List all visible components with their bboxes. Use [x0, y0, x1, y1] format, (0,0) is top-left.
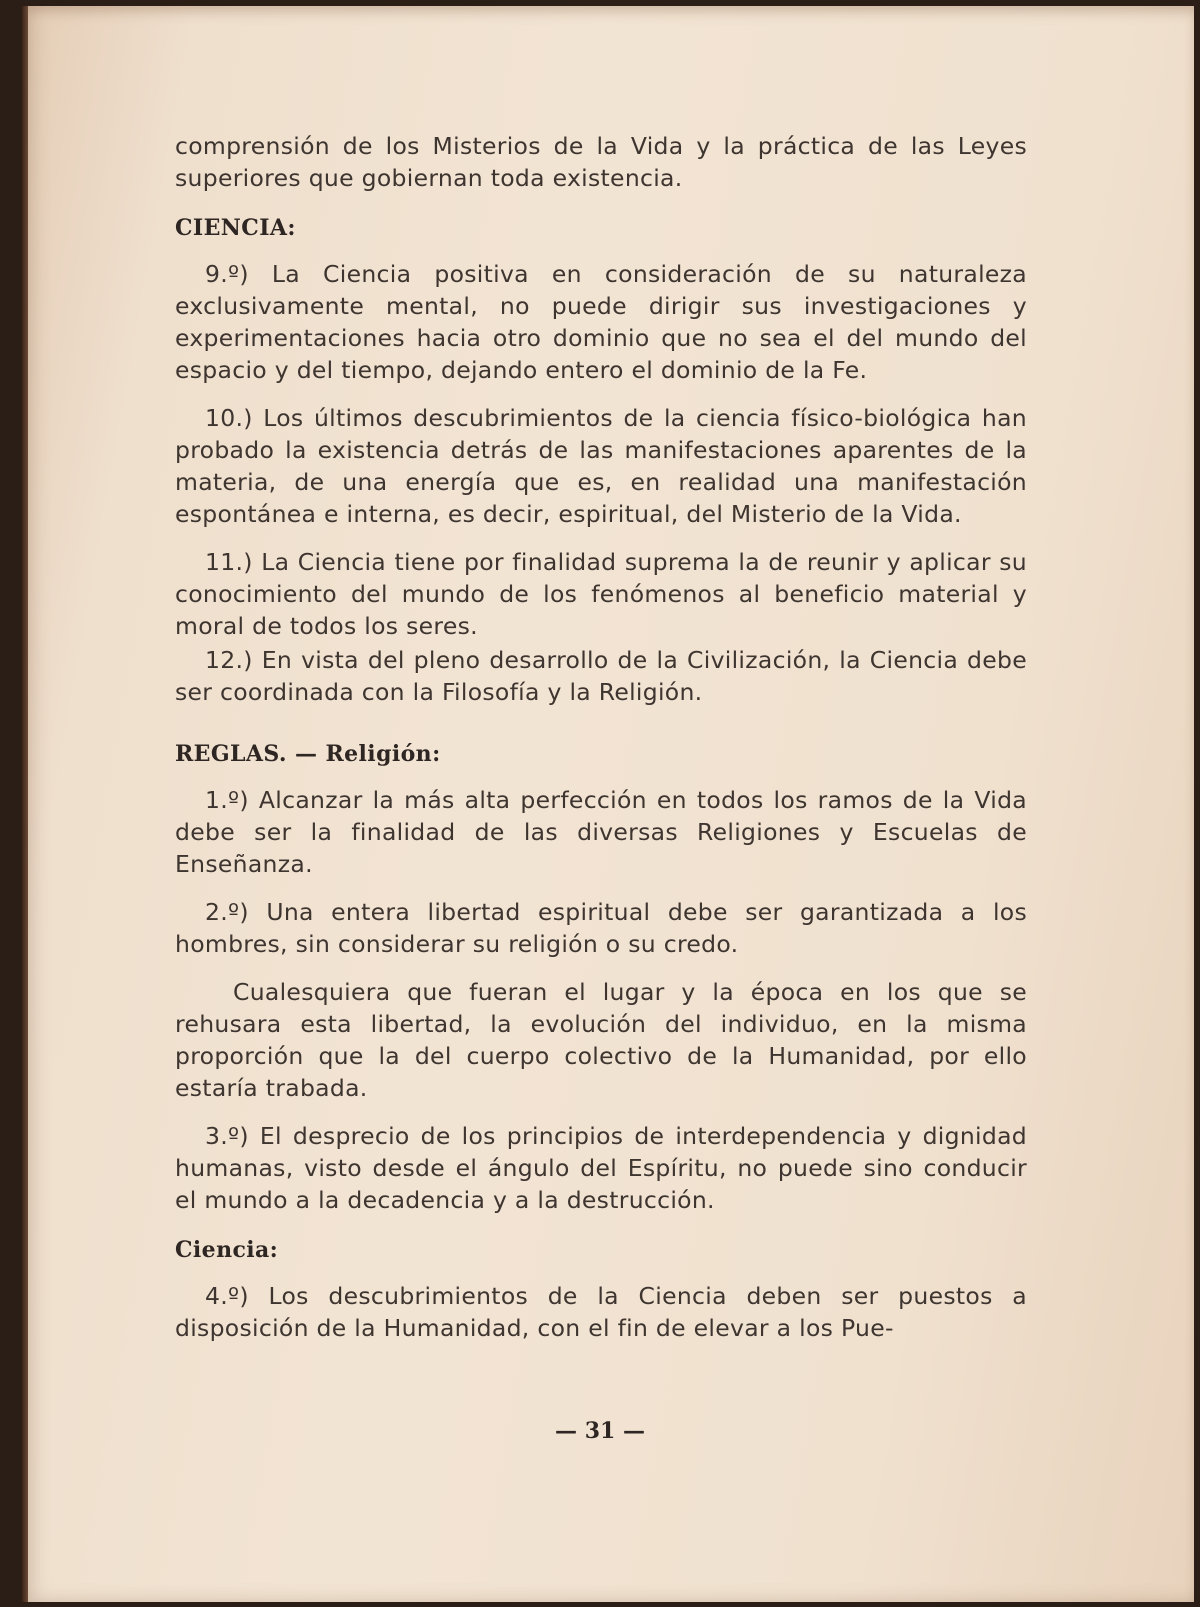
page-text [175, 130, 1027, 1344]
religion-subheading: Religión: [325, 741, 441, 767]
rule-2-continuation: Cualesquiera que fueran el lugar y la época en los que se rehusara esta libertad, la evolución del individuo, en la misma proporción que la del cuerpo colectivo de la Humanidad, por ello estaría trabada. [175, 978, 1027, 1102]
rule-3: 3.º) El desprecio de los principios de interdependencia y dignidad humanas, visto desde el ángulo del Espíritu, no puede sino conducir el mundo a la decadencia y a la destrucción. [175, 1122, 1027, 1214]
paragraph-11: 11.) La Ciencia tiene por finalidad suprema la de reunir y aplicar su conocimiento del mundo de los fenómenos al beneficio material y moral de todos los seres. [175, 548, 1027, 640]
page-number: — 31 — [555, 1418, 645, 1444]
paragraph-9: 9.º) La Ciencia positiva en consideración de su naturaleza exclusivamente mental, no puede dirigir sus investigaciones y experimentaciones hacia otro dominio que no sea el del mundo del espacio y del tiempo, dejando entero el dominio de la Fe. [175, 260, 1027, 384]
reglas-heading-text: REGLAS. — [175, 741, 318, 767]
rule-1: 1.º) Alcanzar la más alta perfección en todos los ramos de la Vida debe ser la finalidad de las diversas Religiones y Escuelas de Enseñanza. [175, 786, 1027, 878]
section-heading-ciencia: CIENCIA: [175, 215, 296, 241]
intro-paragraph: comprensión de los Misterios de la Vida y la práctica de las Leyes superiores que gobiernan toda existencia. [175, 132, 1027, 192]
paragraph-12: 12.) En vista del pleno desarrollo de la Civilización, la Ciencia debe ser coordinada con la Filosofía y la Religión. [175, 646, 1027, 706]
section-heading-ciencia-rules: Ciencia: [175, 1237, 279, 1263]
paragraph-10: 10.) Los últimos descubrimientos de la ciencia físico-biológica han probado la existencia detrás de las manifestaciones aparentes de la materia, de una energía que es, en realidad una manifestación espontánea e interna, es decir, espiritual, del Misterio de la Vida. [175, 404, 1027, 528]
rule-4: 4.º) Los descubrimientos de la Ciencia deben ser puestos a disposición de la Humanidad, con el fin de elevar a los Pue- [175, 1282, 1027, 1342]
section-heading-reglas [175, 738, 1027, 770]
book-spine [22, 6, 28, 1602]
rule-2: 2.º) Una entera libertad espiritual debe ser garantizada a los hombres, sin considerar su religión o su credo. [175, 898, 1027, 958]
